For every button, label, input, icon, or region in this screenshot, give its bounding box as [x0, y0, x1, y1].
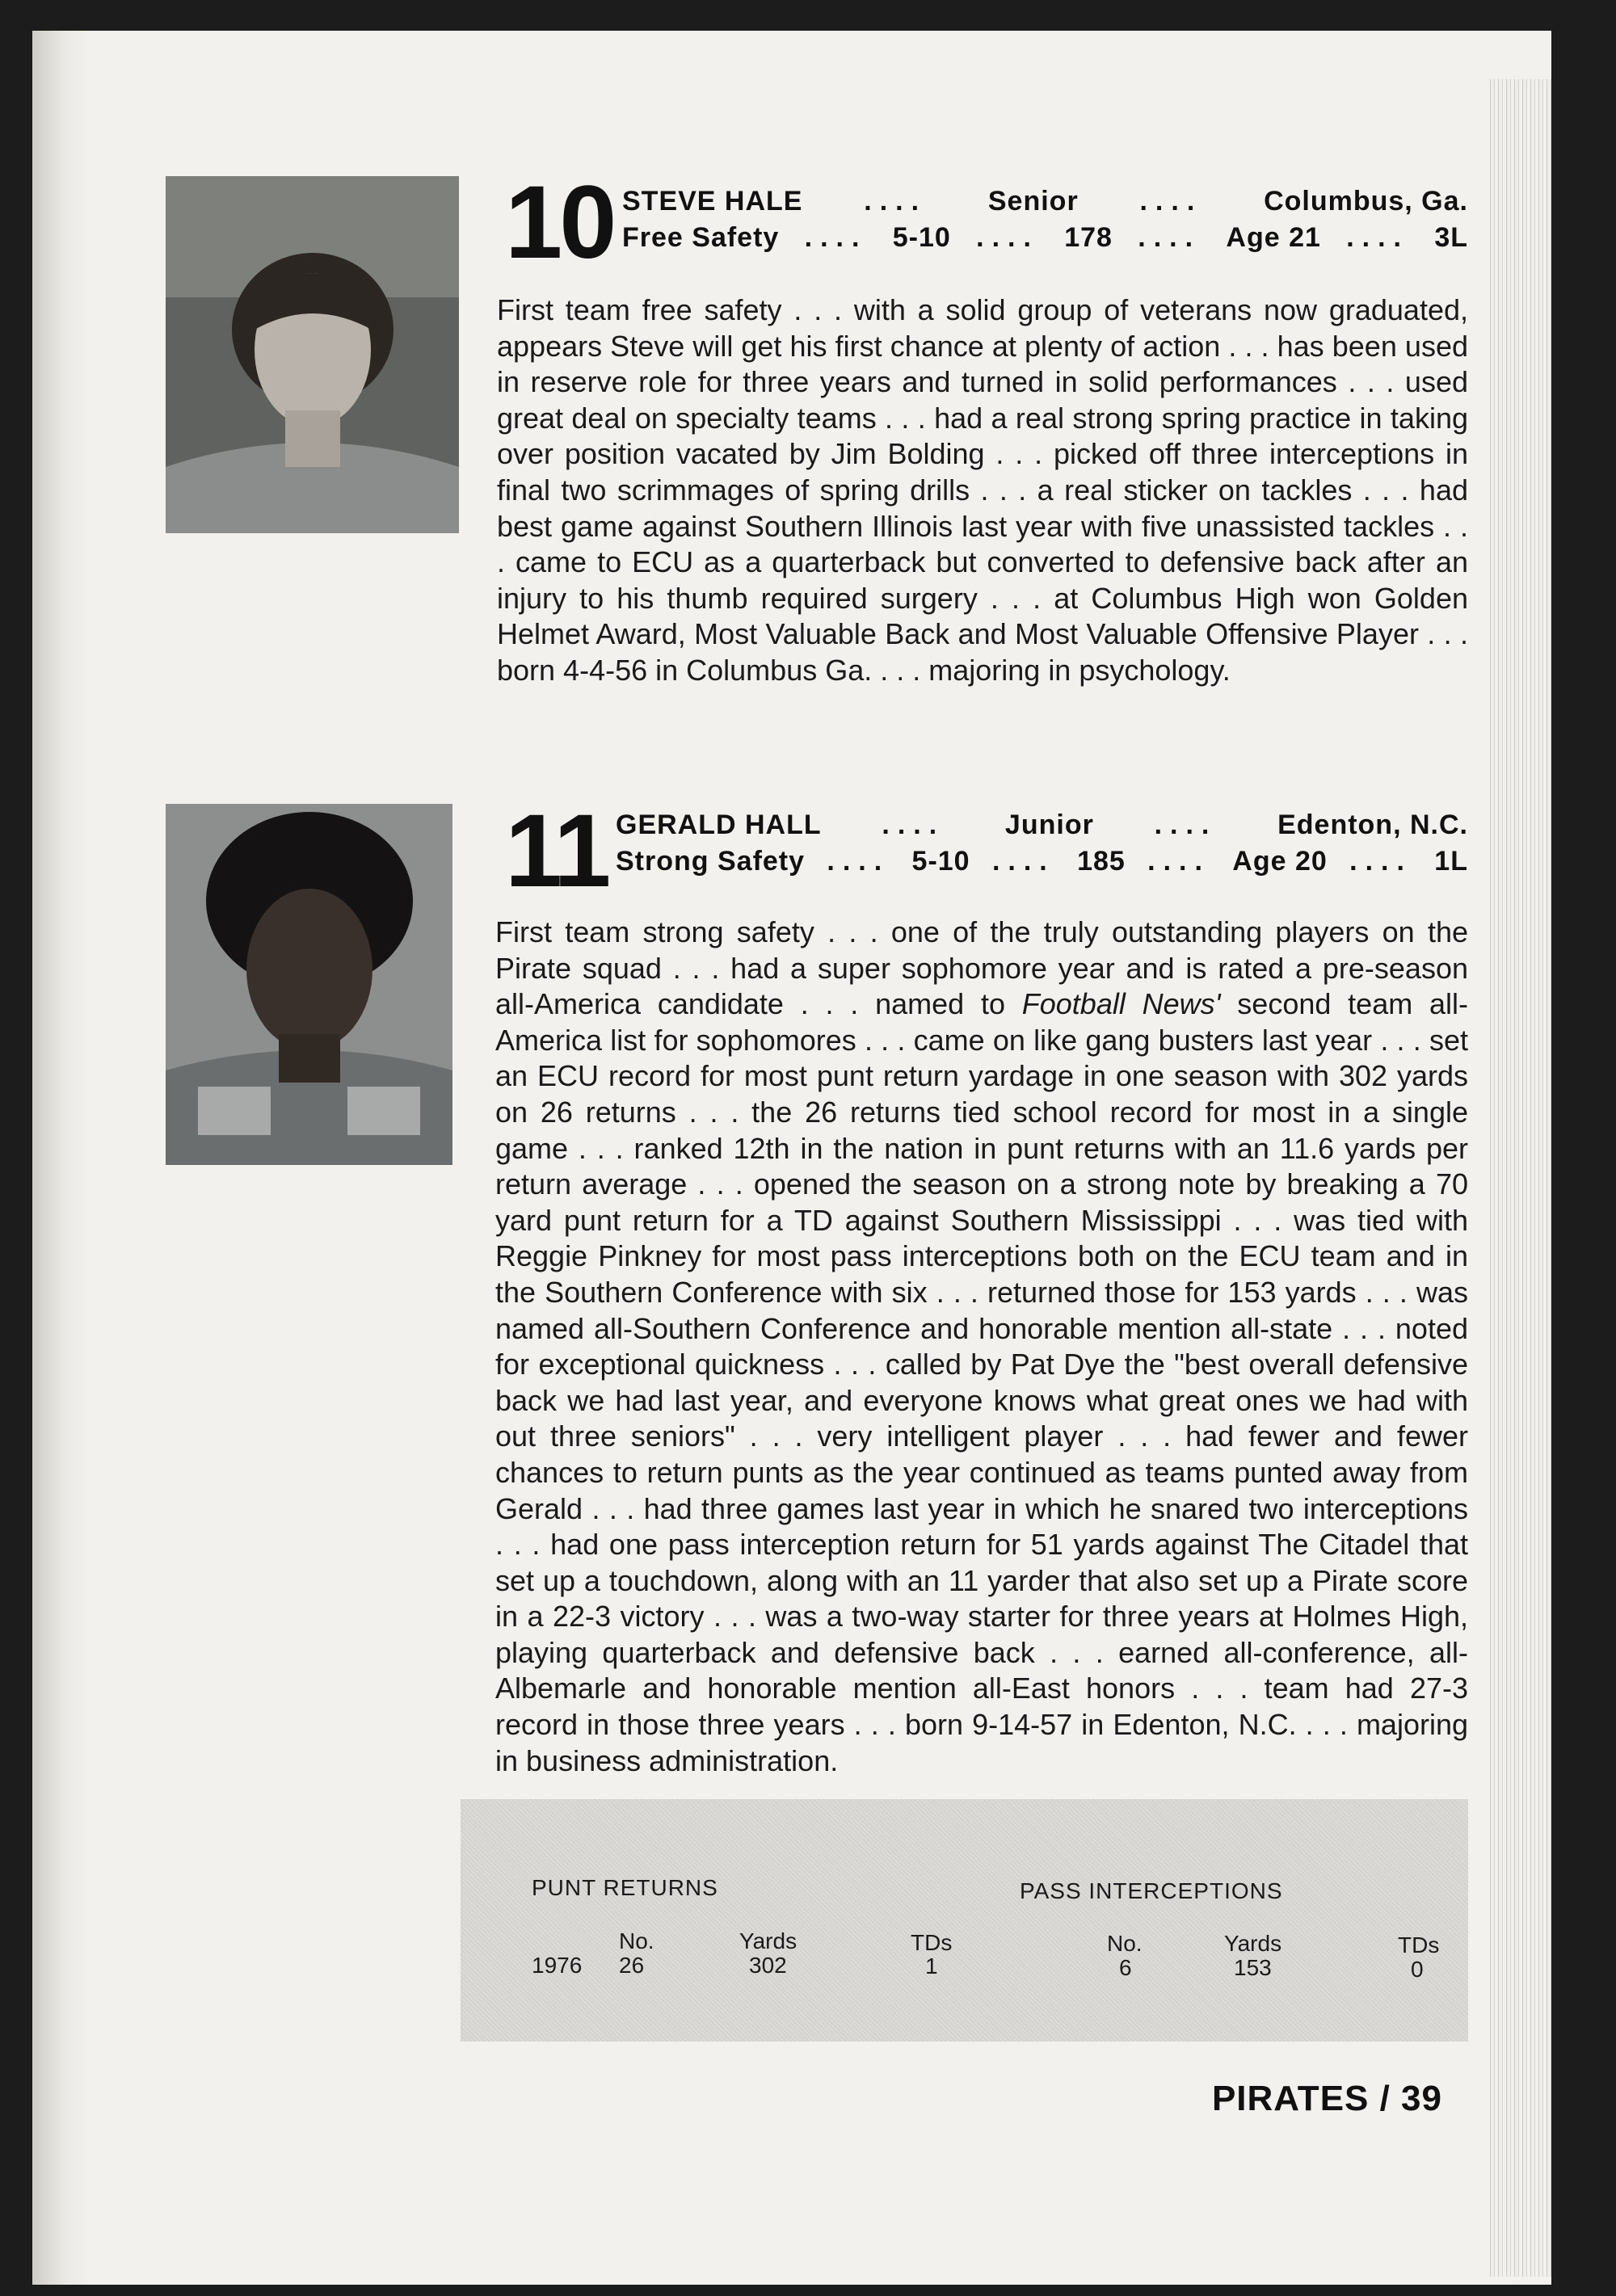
separator: .... — [1139, 186, 1203, 217]
player-number: 11 — [505, 793, 608, 909]
stats-year: 1976 — [532, 1953, 583, 1978]
bio-text: First team free safety . . . with a solid group of veterans now graduated, appears Steve will get his first chance at plenty of action . . . has been used in reserve role for three years and turned in solid performances . . . used great deal on specialty teams . . . had a real strong spring practice in taking over position vacated by Jim Bolding . . . picked off three interceptions in final two scrimmages of spring drills . . . a real sticker on tackles . . . had best game against Southern Illinois last year with five unassisted tackles . . . came to ECU as a quarterback but converted to defensive back after an injury to his thumb required surgery . . . at Columbus High won Golden Helmet Award, Most Valuable Back and Most Valuable Offensive Player . . . born 4-4-56 in Columbus Ga. . . . majoring in psychology. — [497, 293, 1468, 687]
separator: .... — [991, 846, 1055, 877]
page-footer: PIRATES / 39 — [1211, 2079, 1442, 2118]
page-edge — [1487, 79, 1551, 2277]
separator: .... — [1147, 846, 1210, 877]
pass-interceptions-title: PASS INTERCEPTIONS — [1020, 1878, 1283, 1903]
player-header-line-1 — [616, 809, 1468, 841]
punt-returns-tds: 1 — [925, 1953, 938, 1979]
page-gutter — [32, 31, 89, 2285]
player-photo-steve-hale — [166, 176, 459, 533]
bio-text-part-2: second team all-America list for sophomores . . . came on like gang busters last year . . . set an ECU record for most punt return yardage in one season with 302 yards on 26 returns . . . the 26 returns tied school record for most in a single game . . . ranked 12th in the nation in punt returns with an 11.6 yards per return average . . . opened the season on a strong note by breaking a 70 yard punt return for a TD against Southern Mississippi . . . was tied with Reggie Pinkney for most pass interceptions both on the ECU team and in the Southern Conference with six . . . returned those for 153 yards . . . was named all-Southern Conference and honorable mention all-state . . . noted for exceptional quickness . . . called by Pat Dye the "best overall defensive back we had last year, and everyone knows what great ones we had with out three seniors" . . . very intelligent player . . . had fewer and fewer chances to return punts as the year continued as teams punted away from Gerald . . . had three games last year in which he snared two interceptions . . . had one pass interception return for 51 yards against The Citadel that set up a touchdown, along with an 11 yarder that also set up a Pirate score in a 22-3 victory . . . was a two-way starter for three years at Holmes High, playing quarterback and defensive back . . . earned all-conference, all-Albemarle and honorable mention all-East honors . . . team had 27-3 record in those three years . . . born 9-14-57 in Edenton, N.C. . . . majoring in business administration. — [495, 987, 1468, 1777]
player-age: Age 21 — [1226, 222, 1321, 253]
separator: .... — [864, 186, 928, 217]
separator: .... — [1138, 222, 1201, 253]
player-number: 10 — [505, 165, 614, 280]
header-yards: Yards — [739, 1928, 797, 1953]
player-position: Free Safety — [622, 222, 780, 253]
punt-returns-yards: 302 — [749, 1953, 787, 1978]
player-hometown: Columbus, Ga. — [1264, 186, 1468, 217]
header-yards: Yards — [1224, 1931, 1282, 1956]
player-weight: 178 — [1064, 222, 1113, 253]
separator: .... — [1346, 222, 1409, 253]
player-header-line-2 — [622, 222, 1468, 254]
header-tds: TDs — [1398, 1932, 1440, 1957]
player-hometown: Edenton, N.C. — [1277, 809, 1468, 840]
interceptions-tds: 0 — [1411, 1957, 1424, 1982]
bio-text-part-1: First team strong safety . . . one of the truly outstanding players on the Pirate squad . . . had a super sophomore year and is rated a pre-season all-America candidate . . . named to — [495, 915, 1468, 1021]
player-weight: 185 — [1077, 846, 1126, 877]
player-photo-gerald-hall — [166, 804, 452, 1165]
player-header-line-1 — [622, 186, 1468, 217]
player-age: Age 20 — [1232, 846, 1328, 877]
player-name: STEVE HALE — [622, 186, 803, 217]
stats-box — [461, 1799, 1468, 2042]
publication-title: Football News' — [1021, 987, 1221, 1021]
interceptions-no: 6 — [1119, 1955, 1132, 1980]
player-height: 5-10 — [911, 846, 970, 877]
player-name: GERALD HALL — [616, 809, 822, 840]
interceptions-yards: 153 — [1234, 1955, 1272, 1980]
player-class: Junior — [1004, 809, 1094, 840]
separator: .... — [1154, 809, 1218, 840]
player-height: 5-10 — [892, 222, 951, 253]
punt-returns-title: PUNT RETURNS — [532, 1875, 718, 1900]
player-position: Strong Safety — [616, 846, 806, 877]
header-no: No. — [619, 1928, 654, 1953]
bio-text — [495, 915, 1468, 1779]
player-letters: 3L — [1434, 222, 1468, 253]
header-no: No. — [1107, 1931, 1143, 1956]
separator: .... — [976, 222, 1039, 253]
player-letters: 1L — [1434, 846, 1468, 877]
header-tds: TDs — [911, 1930, 953, 1955]
separator: .... — [1349, 846, 1412, 877]
separator: .... — [804, 222, 868, 253]
player-header-line-2 — [616, 846, 1468, 877]
separator: .... — [882, 809, 945, 840]
punt-returns-no: 26 — [619, 1953, 645, 1978]
player-bio — [495, 915, 1468, 1779]
player-bio — [497, 292, 1468, 689]
separator: .... — [827, 846, 890, 877]
player-class: Senior — [987, 186, 1079, 217]
